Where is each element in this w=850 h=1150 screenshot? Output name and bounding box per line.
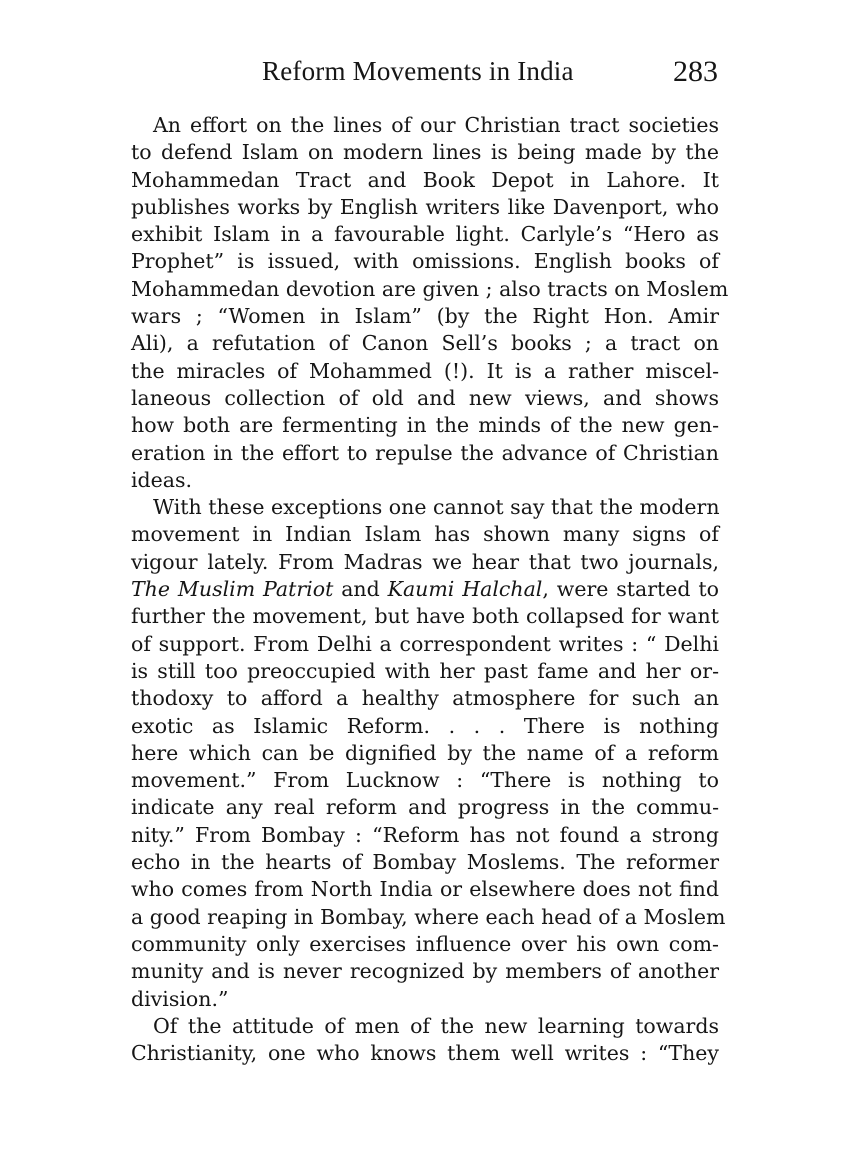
text-line: wars ; “Women in Islam” (by the Right Hon. Amir bbox=[131, 304, 719, 329]
text-line: to defend Islam on modern lines is being made by the bbox=[131, 140, 719, 165]
text-line: exotic as Islamic Reform. . . . There is nothing bbox=[131, 713, 719, 738]
text-line: munity and is never recognized by members of another bbox=[131, 959, 719, 984]
body-text bbox=[131, 112, 729, 1067]
running-title: Reform Movements in India bbox=[262, 56, 574, 86]
text-line: movement.” From Lucknow : “There is nothing to bbox=[131, 768, 719, 793]
text-line: echo in the hearts of Bombay Moslems. The reformer bbox=[131, 850, 719, 875]
text-line: is still too preoccupied with her past fame and her or- bbox=[131, 658, 719, 683]
text-line: With these exceptions one cannot say that the modern bbox=[153, 495, 720, 520]
text-line: movement in Indian Islam has shown many signs of bbox=[131, 522, 719, 547]
text-line: community only exercises influence over his own com- bbox=[131, 931, 719, 956]
journal-title: Kaumi Halchal bbox=[387, 577, 543, 602]
text-line: division.” bbox=[131, 986, 229, 1011]
text-line: publishes works by English writers like Davenport, who bbox=[131, 194, 719, 219]
text-line: The Muslim Patriot and Kaumi Halchal, were started to bbox=[131, 577, 719, 602]
text-line: vigour lately. From Madras we hear that two journals, bbox=[131, 549, 719, 574]
text-line: exhibit Islam in a favourable light. Carlyle’s “Hero as bbox=[131, 222, 719, 247]
text-line: Prophet” is issued, with omissions. English books of bbox=[131, 249, 719, 274]
text-line: how both are fermenting in the minds of the new gen- bbox=[131, 413, 719, 438]
text-line: laneous collection of old and new views, and shows bbox=[131, 385, 719, 410]
page-number: 283 bbox=[673, 55, 718, 88]
text-line: who comes from North India or elsewhere does not find bbox=[131, 877, 719, 902]
text-line: An effort on the lines of our Christian tract societies bbox=[153, 113, 719, 137]
text-line: here which can be dignified by the name of a reform bbox=[131, 740, 719, 765]
text-line: Mohammedan Tract and Book Depot in Lahore. It bbox=[131, 167, 719, 192]
text-line: Mohammedan devotion are given ; also tracts on Moslem bbox=[131, 276, 729, 301]
text-line: Of the attitude of men of the new learning towards bbox=[153, 1013, 719, 1038]
text-line: further the movement, but have both collapsed for want bbox=[131, 604, 719, 629]
text-line: nity.” From Bombay : “Reform has not found a strong bbox=[131, 822, 719, 847]
text-line: indicate any real reform and progress in the commu- bbox=[131, 795, 719, 820]
text-line: the miracles of Mohammed (!). It is a rather miscel- bbox=[131, 358, 719, 383]
journal-title: The Muslim Patriot bbox=[131, 577, 334, 602]
text-line: a good reaping in Bombay, where each head of a Moslem bbox=[131, 904, 726, 929]
text-line: eration in the effort to repulse the advance of Christian bbox=[131, 440, 719, 465]
text-line: ideas. bbox=[131, 467, 193, 492]
text-line: Ali), a refutation of Canon Sell’s books ; a tract on bbox=[131, 331, 719, 356]
text-line: thodoxy to afford a healthy atmosphere for such an bbox=[131, 686, 719, 711]
text-line: Christianity, one who knows them well writes : “They bbox=[131, 1041, 719, 1066]
text-line: of support. From Delhi a correspondent writes : “ Delhi bbox=[131, 631, 719, 656]
